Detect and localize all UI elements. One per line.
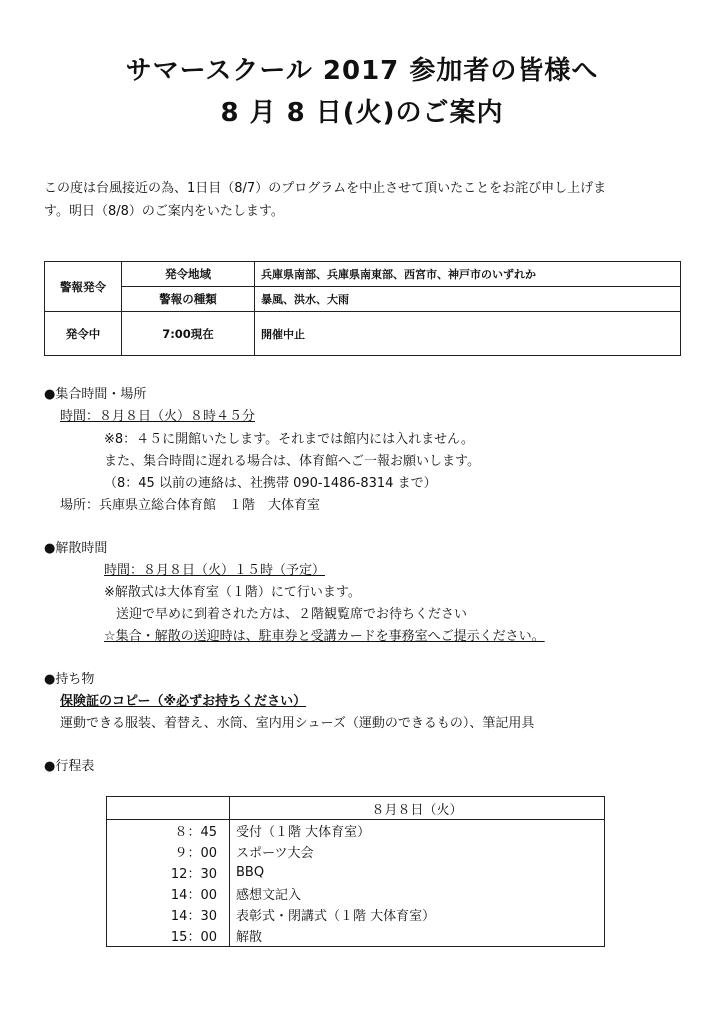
schedule-row <box>107 862 605 883</box>
assembly-note-2: また、集合時間に遅れる場合は、体育館へご一報お願いします。 <box>104 454 480 469</box>
assembly-note-3: （8：45 以前の連絡は、社携帯 090-1486-8314 まで） <box>104 476 437 491</box>
schedule-event: 受付（１階 大体育室） <box>230 820 605 842</box>
alert-row-area <box>45 262 681 287</box>
schedule-time: ９：00 <box>107 841 230 862</box>
alert-issued-label: 警報発令 <box>45 262 122 312</box>
schedule-event: 解散 <box>230 925 605 947</box>
schedule-time: 12：30 <box>107 862 230 883</box>
dismissal-note-1: ※解散式は大体育室（１階）にて行います。 <box>104 585 361 600</box>
alert-table <box>44 261 681 356</box>
page-title: サマースクール 2017 参加者の皆様へ <box>125 56 599 86</box>
schedule-row <box>107 820 605 842</box>
dismissal-note-2: 送迎で早めに到着された方は、２階観覧席でお待ちください <box>116 607 468 622</box>
schedule-event: 感想文記入 <box>230 883 605 904</box>
schedule-row <box>107 904 605 925</box>
schedule-event: BBQ <box>230 862 605 883</box>
dismissal-heading: ●解散時間 <box>44 541 108 556</box>
alert-type-value: 暴風、洪水、大雨 <box>255 287 681 312</box>
alert-status-label: 発令中 <box>45 312 122 356</box>
alert-status-value: 開催中止 <box>255 312 681 356</box>
schedule-header-row <box>107 797 605 820</box>
belongings-heading: ●持ち物 <box>44 672 95 687</box>
alert-type-label: 警報の種類 <box>122 287 255 312</box>
schedule-row <box>107 883 605 904</box>
alert-area-label: 発令地域 <box>122 262 255 287</box>
belongings-required: 保険証のコピー（※必ずお持ちください） <box>60 694 307 709</box>
schedule-time: 14：30 <box>107 904 230 925</box>
assembly-note-1: ※8：４５に開館いたします。それまでは館内には入れません。 <box>104 432 474 447</box>
alert-time-label: 7:00現在 <box>122 312 255 356</box>
schedule-time: 15：00 <box>107 925 230 947</box>
schedule-event: スポーツ大会 <box>230 841 605 862</box>
alert-area-value: 兵庫県南部、兵庫県南東部、西宮市、神戸市のいずれか <box>255 262 681 287</box>
schedule-row <box>107 925 605 947</box>
schedule-time: 14：00 <box>107 883 230 904</box>
schedule-table <box>106 796 605 947</box>
intro-paragraph <box>44 177 684 223</box>
assembly-place: 場所：兵庫県立総合体育館 １階 大体育室 <box>60 498 321 513</box>
schedule-heading: ●行程表 <box>44 759 95 774</box>
dismissal-time: 時間：８月８日（火）１５時（予定） <box>104 563 326 578</box>
page-subtitle: 8 月 8 日(火)のご案内 <box>220 98 504 128</box>
intro-line-1: この度は台風接近の為、1日目（8/7）のプログラムを中止させて頂いたことをお詫び申し上げま <box>44 181 607 196</box>
assembly-heading: ●集合時間・場所 <box>44 387 147 402</box>
schedule-time: ８：45 <box>107 820 230 842</box>
schedule-header-time <box>107 797 230 820</box>
schedule-row <box>107 841 605 862</box>
dismissal-note-3: ☆集合・解散の送迎時は、駐車券と受講カードを事務室へご提示ください。 <box>104 629 545 644</box>
belongings-items: 運動できる服装、着替え、水筒、室内用シューズ（運動のできるもの）、筆記用具 <box>60 716 535 731</box>
schedule-date-header: ８月８日（火） <box>230 797 605 820</box>
intro-line-2: す。明日（8/8）のご案内をいたします。 <box>44 204 284 219</box>
schedule-event: 表彰式・閉講式（１階 大体育室） <box>230 904 605 925</box>
alert-row-type <box>45 287 681 312</box>
alert-row-status <box>45 312 681 356</box>
assembly-time: 時間：８月８日（火）８時４５分 <box>60 409 256 424</box>
